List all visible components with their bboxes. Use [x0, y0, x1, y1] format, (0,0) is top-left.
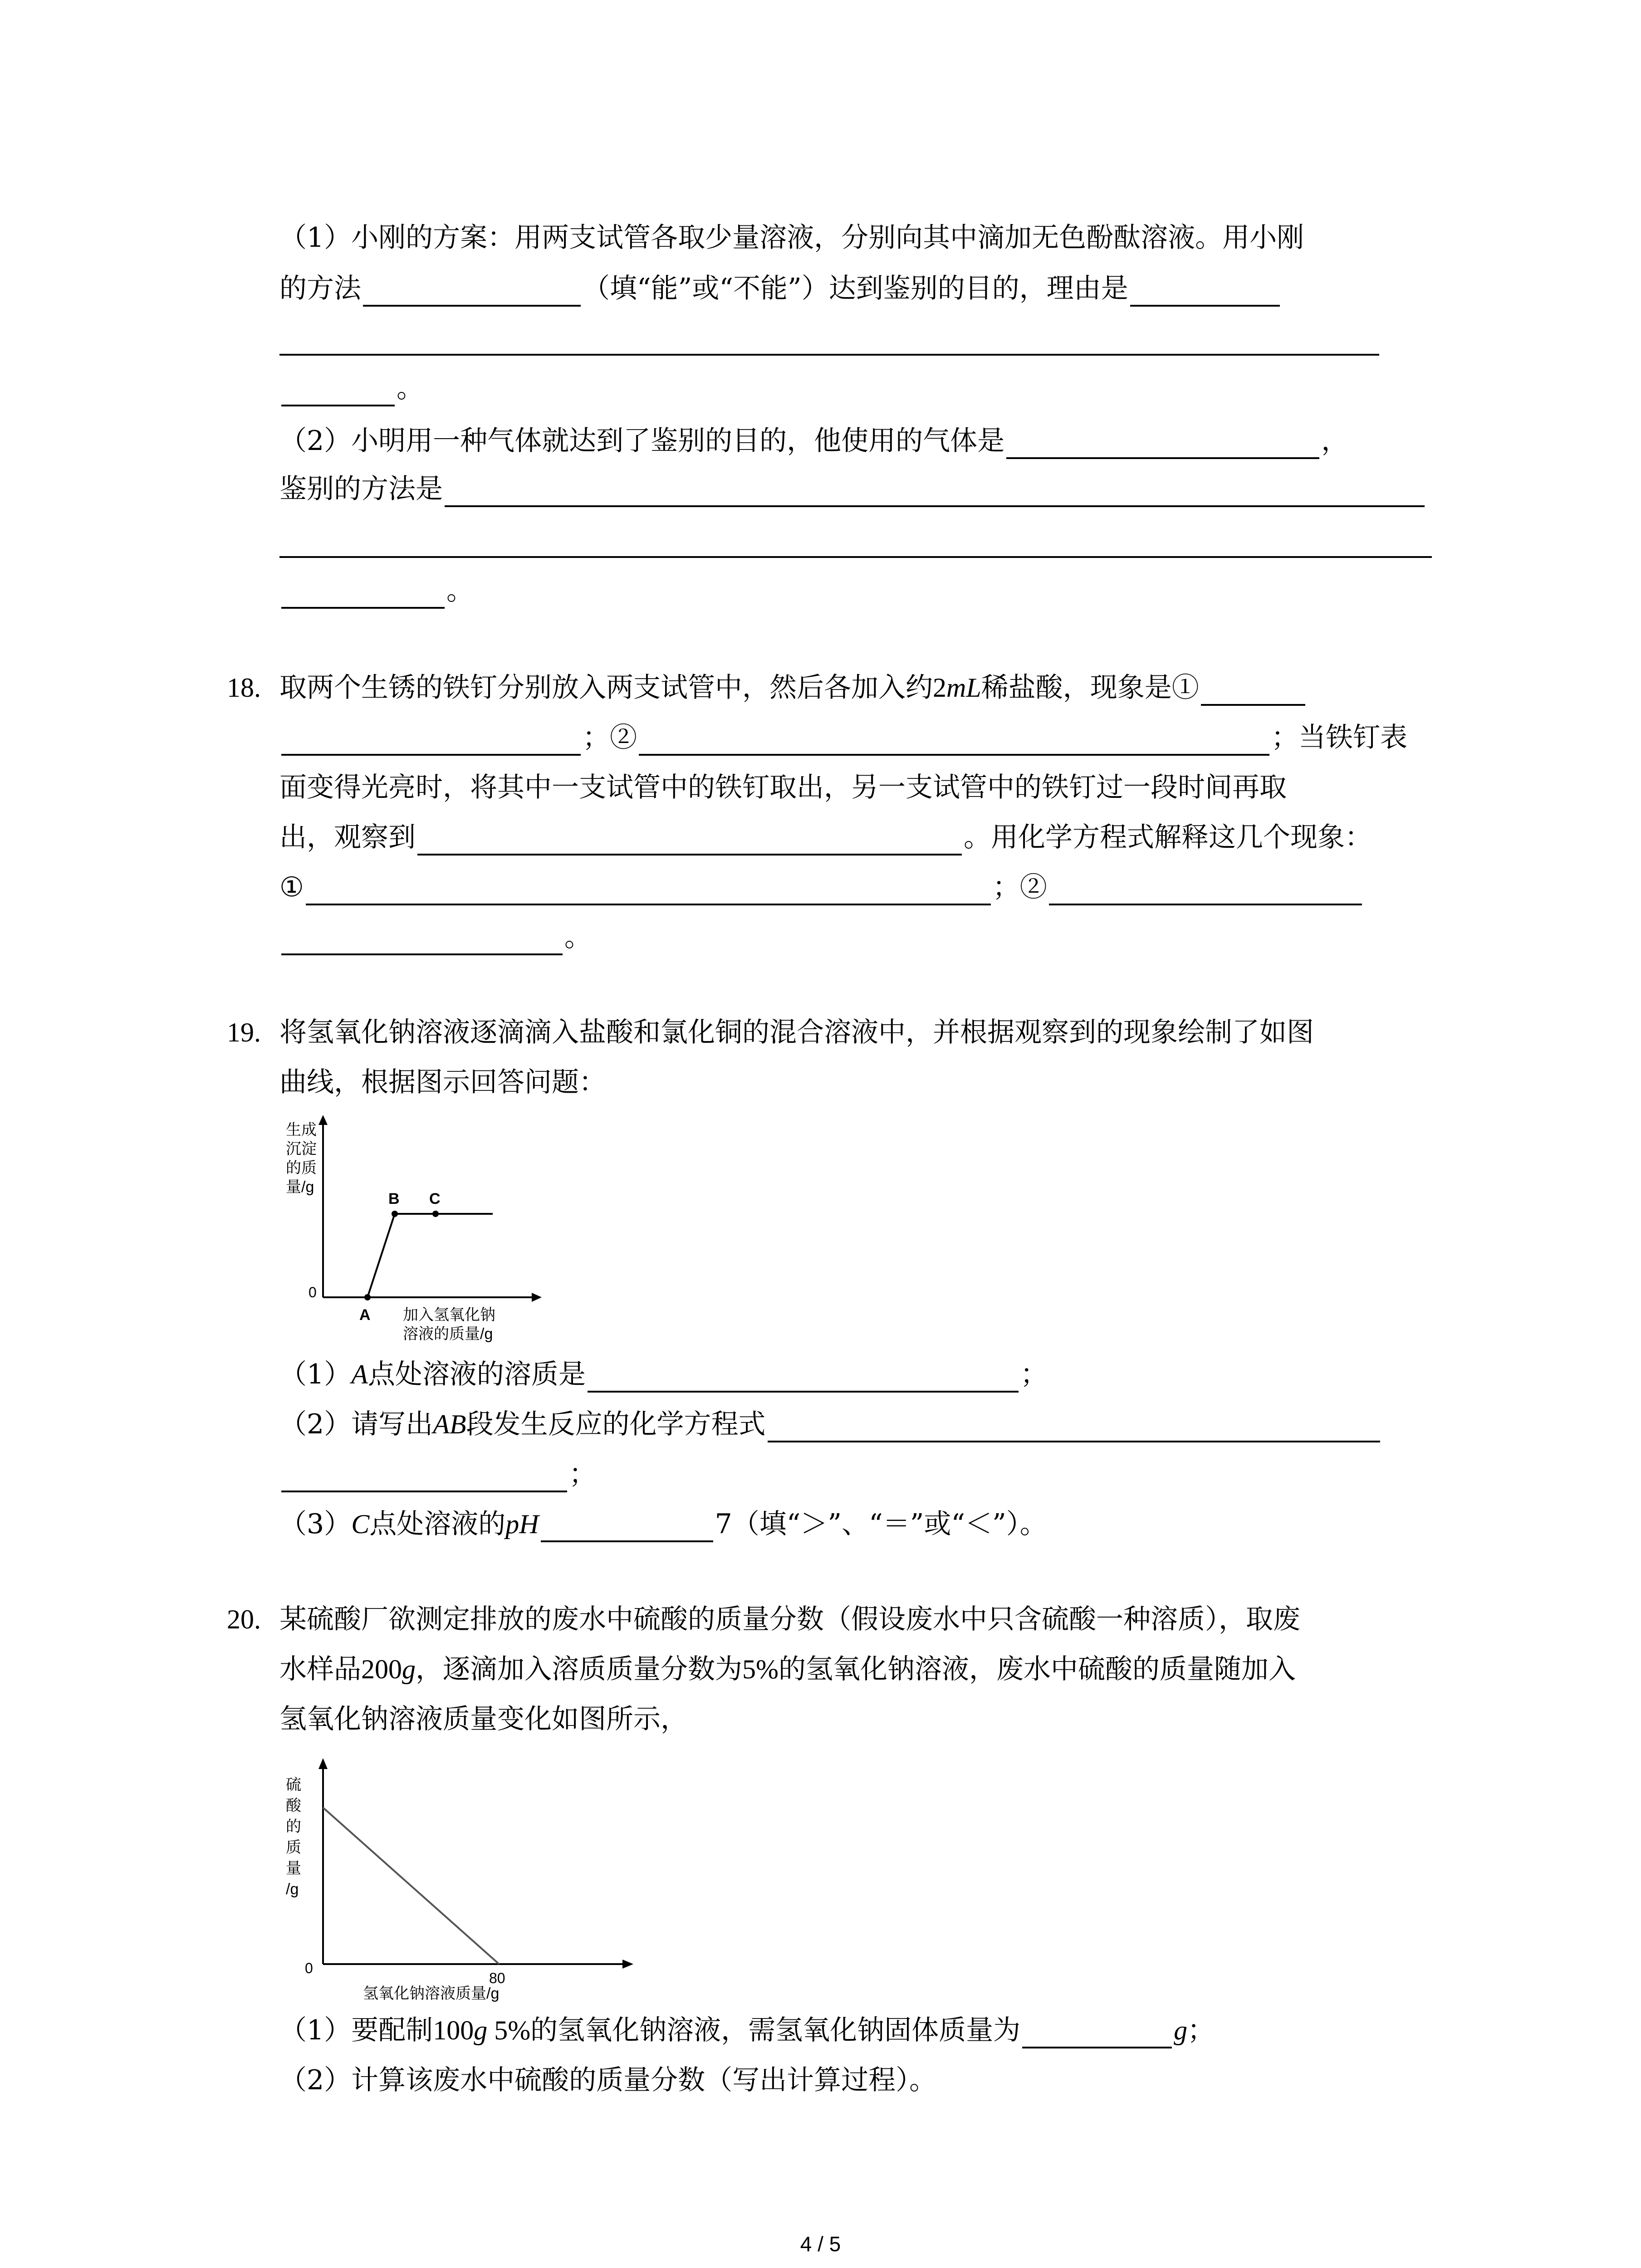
answer-blank[interactable] — [417, 828, 962, 855]
q20-line2: 水样品200g，逐滴加入溶质质量分数为5%的氢氧化钠溶液，废水中硫酸的质量随加入 — [279, 1653, 1296, 1685]
y-axis-arrow — [318, 1758, 328, 1769]
q19-sub2-cont: ； — [279, 1456, 596, 1492]
answer-blank[interactable] — [445, 480, 1425, 507]
y-axis-label-line: 的 — [286, 1818, 301, 1835]
precipitate-curve — [367, 1214, 493, 1297]
answer-blank[interactable] — [306, 878, 991, 905]
answer-line[interactable] — [279, 354, 1379, 356]
q20-line1: 某硫酸厂欲测定排放的废水中硫酸的质量分数（假设废水中只含硫酸一种溶质），取废 — [279, 1603, 1300, 1635]
y-axis-label-line: 硫 — [286, 1776, 301, 1794]
q20-line3: 氢氧化钠溶液质量变化如图所示， — [279, 1703, 688, 1735]
q19-sub2: （2）请写出AB段发生反应的化学方程式 — [279, 1406, 1382, 1442]
q17-part2-line2: 鉴别的方法是 — [279, 471, 1426, 507]
point-c-marker — [432, 1211, 439, 1217]
precipitate-mass-chart — [272, 1107, 554, 1352]
answer-blank[interactable] — [1130, 279, 1280, 307]
y-axis-label-line: 生成 — [286, 1121, 317, 1139]
point-b-marker — [392, 1211, 398, 1217]
answer-blank[interactable] — [768, 1415, 1380, 1442]
answer-blank[interactable] — [639, 728, 1269, 756]
q17-part1-line1: （1）小刚的方案：用两支试管各取少量溶液，分别向其中滴加无色酚酞溶液。用小刚 — [279, 222, 1304, 254]
q18-line3: 面变得光亮时，将其中一支试管中的铁钉取出，另一支试管中的铁钉过一段时间再取 — [279, 772, 1287, 803]
q19-line1: 将氢氧化钠溶液逐滴滴入盐酸和氯化铜的混合溶液中，并根据观察到的现象绘制了如图 — [279, 1017, 1314, 1048]
x-axis-arrow — [532, 1293, 542, 1302]
y-axis-label-line: 酸 — [286, 1797, 301, 1814]
x-axis-label-line: 加入氢氧化钠 — [403, 1306, 495, 1324]
q20-sub2: （2）计算该废水中硫酸的质量分数（写出计算过程）。 — [279, 2064, 937, 2096]
x-axis-arrow — [622, 1960, 633, 1969]
acid-mass-line — [323, 1808, 499, 1964]
x-axis-label-line: 溶液的质量/g — [403, 1325, 493, 1343]
q20-sub1: （1）要配制100g 5%的氢氧化钠溶液，需氢氧化钠固体质量为 g； — [279, 2012, 1215, 2048]
chart-axes — [318, 1115, 542, 1302]
answer-blank[interactable] — [281, 928, 563, 955]
y-axis-label-line: /g — [286, 1881, 299, 1898]
chart-axes — [318, 1758, 633, 1969]
q19-sub3: （3）C点处溶液的pH 7（填“＞”、“＝”或“＜”）。 — [279, 1506, 1047, 1542]
q17-part1-line4: 。 — [279, 370, 424, 406]
answer-blank[interactable] — [281, 379, 395, 406]
origin-label: 0 — [309, 1284, 317, 1300]
q19-line2: 曲线，根据图示回答问题： — [279, 1066, 606, 1098]
q17-part1-line2: 的方法 （填“能”或“不能”）达到鉴别的目的，理由是 — [279, 270, 1282, 307]
y-axis-label-line: 沉淀 — [286, 1140, 317, 1158]
answer-blank[interactable] — [281, 582, 445, 609]
answer-blank[interactable] — [363, 279, 581, 307]
x-axis-label: 氢氧化钠溶液质量/g — [363, 1985, 500, 2002]
q19-number: 19. — [227, 1017, 261, 1047]
answer-line[interactable] — [279, 556, 1432, 558]
q17-part2-line1: （2）小明用一种气体就达到了鉴别的目的，他使用的气体是 ， — [279, 423, 1348, 459]
point-c-label: C — [429, 1190, 441, 1207]
point-b-label: B — [388, 1190, 400, 1207]
answer-blank[interactable] — [541, 1515, 713, 1542]
q18-line4: 出，观察到 。用化学方程式解释这几个现象： — [279, 819, 1372, 855]
q18-line2: ；② ；当铁钉表 — [279, 719, 1407, 756]
answer-blank[interactable] — [281, 728, 581, 756]
q18-line6: 。 — [279, 919, 592, 955]
q17-part2-line4: 。 — [279, 572, 474, 609]
q20-number: 20. — [227, 1604, 261, 1634]
answer-blank[interactable] — [1201, 679, 1305, 706]
y-axis-label-line: 质 — [286, 1839, 301, 1856]
y-axis-label-line: 的质 — [286, 1159, 317, 1177]
x-axis-label — [403, 1306, 495, 1343]
answer-blank[interactable] — [1006, 432, 1319, 459]
answer-blank[interactable] — [1022, 2021, 1172, 2048]
q19-sub1: （1）A点处溶液的溶质是 ； — [279, 1356, 1048, 1393]
answer-blank[interactable] — [281, 1465, 567, 1492]
answer-blank[interactable] — [1049, 878, 1362, 905]
origin-label: 0 — [305, 1960, 313, 1976]
q18-line5: ① ；② — [279, 869, 1364, 905]
y-axis-label — [286, 1776, 302, 1898]
y-axis-label-line: 量 — [286, 1860, 301, 1877]
answer-blank[interactable] — [588, 1365, 1019, 1393]
q18-line1: 取两个生锈的铁钉分别放入两支试管中，然后各加入约2mL稀盐酸，现象是① — [279, 670, 1307, 706]
y-axis-arrow — [318, 1115, 328, 1125]
sulfuric-acid-mass-chart — [272, 1746, 644, 2005]
y-axis-label — [286, 1121, 317, 1196]
q18-number: 18. — [227, 673, 261, 703]
y-axis-label-line: 量/g — [286, 1178, 314, 1196]
point-a-label: A — [359, 1306, 371, 1324]
point-a-marker — [364, 1294, 371, 1300]
page-number: 4 / 5 — [800, 2232, 841, 2256]
x-tick-label: 80 — [489, 1970, 505, 1986]
